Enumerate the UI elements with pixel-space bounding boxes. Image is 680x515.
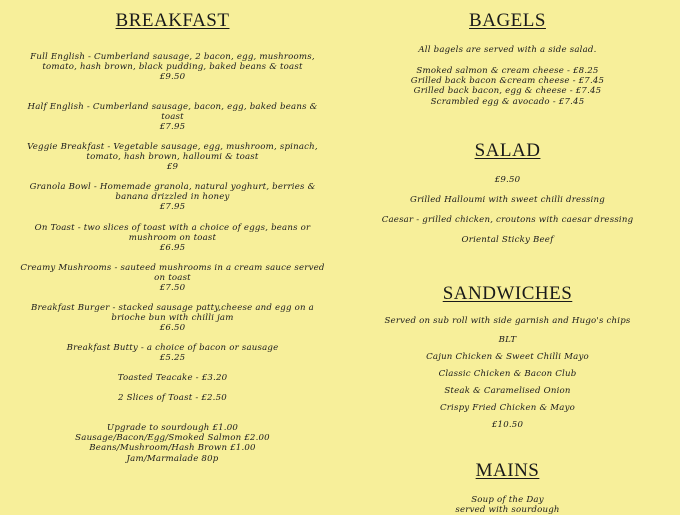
sandwich-item: Steak & Caramelised Onion <box>444 386 571 396</box>
sandwich-item: Crispy Fried Chicken & Mayo <box>439 403 576 413</box>
breakfast-heading: BREAKFAST <box>115 10 230 31</box>
salad-heading: SALAD <box>474 140 541 161</box>
mains-list <box>365 495 650 515</box>
bagel-item: Grilled back bacon, egg & cheese - £7.45 <box>413 86 602 97</box>
salad-item: Oriental Sticky Beef <box>461 235 554 245</box>
sandwich-item: BLT <box>498 335 517 345</box>
bagel-item: Smoked salmon & cream cheese - £8.25 <box>416 66 599 76</box>
salad-item: Caesar - grilled chicken, croutons with caesar dressing <box>381 215 634 225</box>
breakfast-item-creamy-mushrooms <box>20 263 325 294</box>
sandwiches-price-text: £10.50 <box>491 420 524 430</box>
item-description: On Toast - two slices of toast with a choice of eggs, beans or mushroom on toast <box>34 223 311 244</box>
sandwich-item: Cajun Chicken & Sweet Chilli Mayo <box>426 352 589 362</box>
salad-item-halloumi <box>365 195 650 205</box>
extra-line: Sausage/Bacon/Egg/Smoked Salmon £2.00 <box>75 433 270 444</box>
breakfast-item-half-english <box>20 102 325 133</box>
bagels-intro <box>365 45 650 55</box>
item-description: Half English - Cumberland sausage, bacon, egg, baked beans & toast <box>27 102 318 123</box>
item-price: £6.95 <box>159 243 186 254</box>
item-description: Granola Bowl - Homemade granola, natural yoghurt, berries & banana drizzled in honey <box>29 182 316 203</box>
mains-heading: MAINS <box>475 460 540 481</box>
mains-item: served with sourdough <box>455 505 560 515</box>
item-description: Breakfast Butty - a choice of bacon or sausage <box>66 343 279 353</box>
salad-price <box>365 175 650 185</box>
extra-line: Upgrade to sourdough £1.00 <box>106 423 239 433</box>
sandwiches-price <box>365 420 650 430</box>
sandwich-item-blt <box>365 335 650 345</box>
sandwich-item-crispy-chicken <box>365 403 650 413</box>
salad-item-caesar <box>365 215 650 225</box>
sandwiches-intro <box>365 316 650 326</box>
breakfast-item-teacake <box>20 373 325 383</box>
breakfast-item-on-toast <box>20 223 325 254</box>
salad-item: Grilled Halloumi with sweet chilli dressing <box>410 195 605 205</box>
sandwich-item-club <box>365 369 650 379</box>
extra-line: Jam/Marmalade 80p <box>126 453 219 464</box>
item-description: Veggie Breakfast - Vegetable sausage, egg, mushroom, spinach, tomato, hash brown, halloumi & toast <box>27 142 318 163</box>
sandwich-item: Classic Chicken & Bacon Club <box>438 369 577 379</box>
breakfast-item-veggie <box>20 142 325 173</box>
item-description: Full English - Cumberland sausage, 2 bacon, egg, mushrooms, tomato, hash brown, black pudding, baked beans & toast <box>30 52 315 73</box>
item-price: £9.50 <box>159 72 186 83</box>
item-price: £9 <box>166 162 179 173</box>
salad-price-text: £9.50 <box>494 175 521 185</box>
item-price: £7.95 <box>159 202 186 213</box>
sandwiches-intro-text: Served on sub roll with side garnish and Hugo's chips <box>384 316 631 326</box>
bagel-item: Grilled back bacon &cream cheese - £7.45 <box>410 76 605 87</box>
sandwich-item-cajun <box>365 352 650 362</box>
bagel-item: Scrambled egg & avocado - £7.45 <box>430 96 585 107</box>
breakfast-item-butty <box>20 343 325 363</box>
breakfast-item-granola <box>20 182 325 213</box>
item-price: £7.50 <box>159 283 186 294</box>
item-price: £7.95 <box>159 122 186 133</box>
mains-item: Soup of the Day <box>471 495 544 505</box>
breakfast-item-toast <box>20 393 325 403</box>
item-price: £6.50 <box>159 323 186 334</box>
item-description: 2 Slices of Toast - £2.50 <box>118 393 227 403</box>
bagels-list <box>365 66 650 107</box>
breakfast-item-burger <box>20 303 325 334</box>
extra-line: Beans/Mushroom/Hash Brown £1.00 <box>89 443 256 454</box>
item-description: Toasted Teacake - £3.20 <box>117 373 228 383</box>
breakfast-extras <box>20 423 325 464</box>
item-price: £5.25 <box>159 353 186 364</box>
item-description: Creamy Mushrooms - sauteed mushrooms in a cream sauce served on toast <box>20 263 325 284</box>
sandwiches-heading: SANDWICHES <box>442 283 573 304</box>
item-description: Breakfast Burger - stacked sausage patty,cheese and egg on a brioche bun with chilli jam <box>30 303 314 324</box>
sandwich-item-steak <box>365 386 650 396</box>
bagels-intro-text: All bagels are served with a side salad. <box>418 45 597 55</box>
bagels-heading: BAGELS <box>469 10 546 31</box>
salad-item-sticky-beef <box>365 235 650 245</box>
breakfast-item-full-english <box>20 52 325 83</box>
